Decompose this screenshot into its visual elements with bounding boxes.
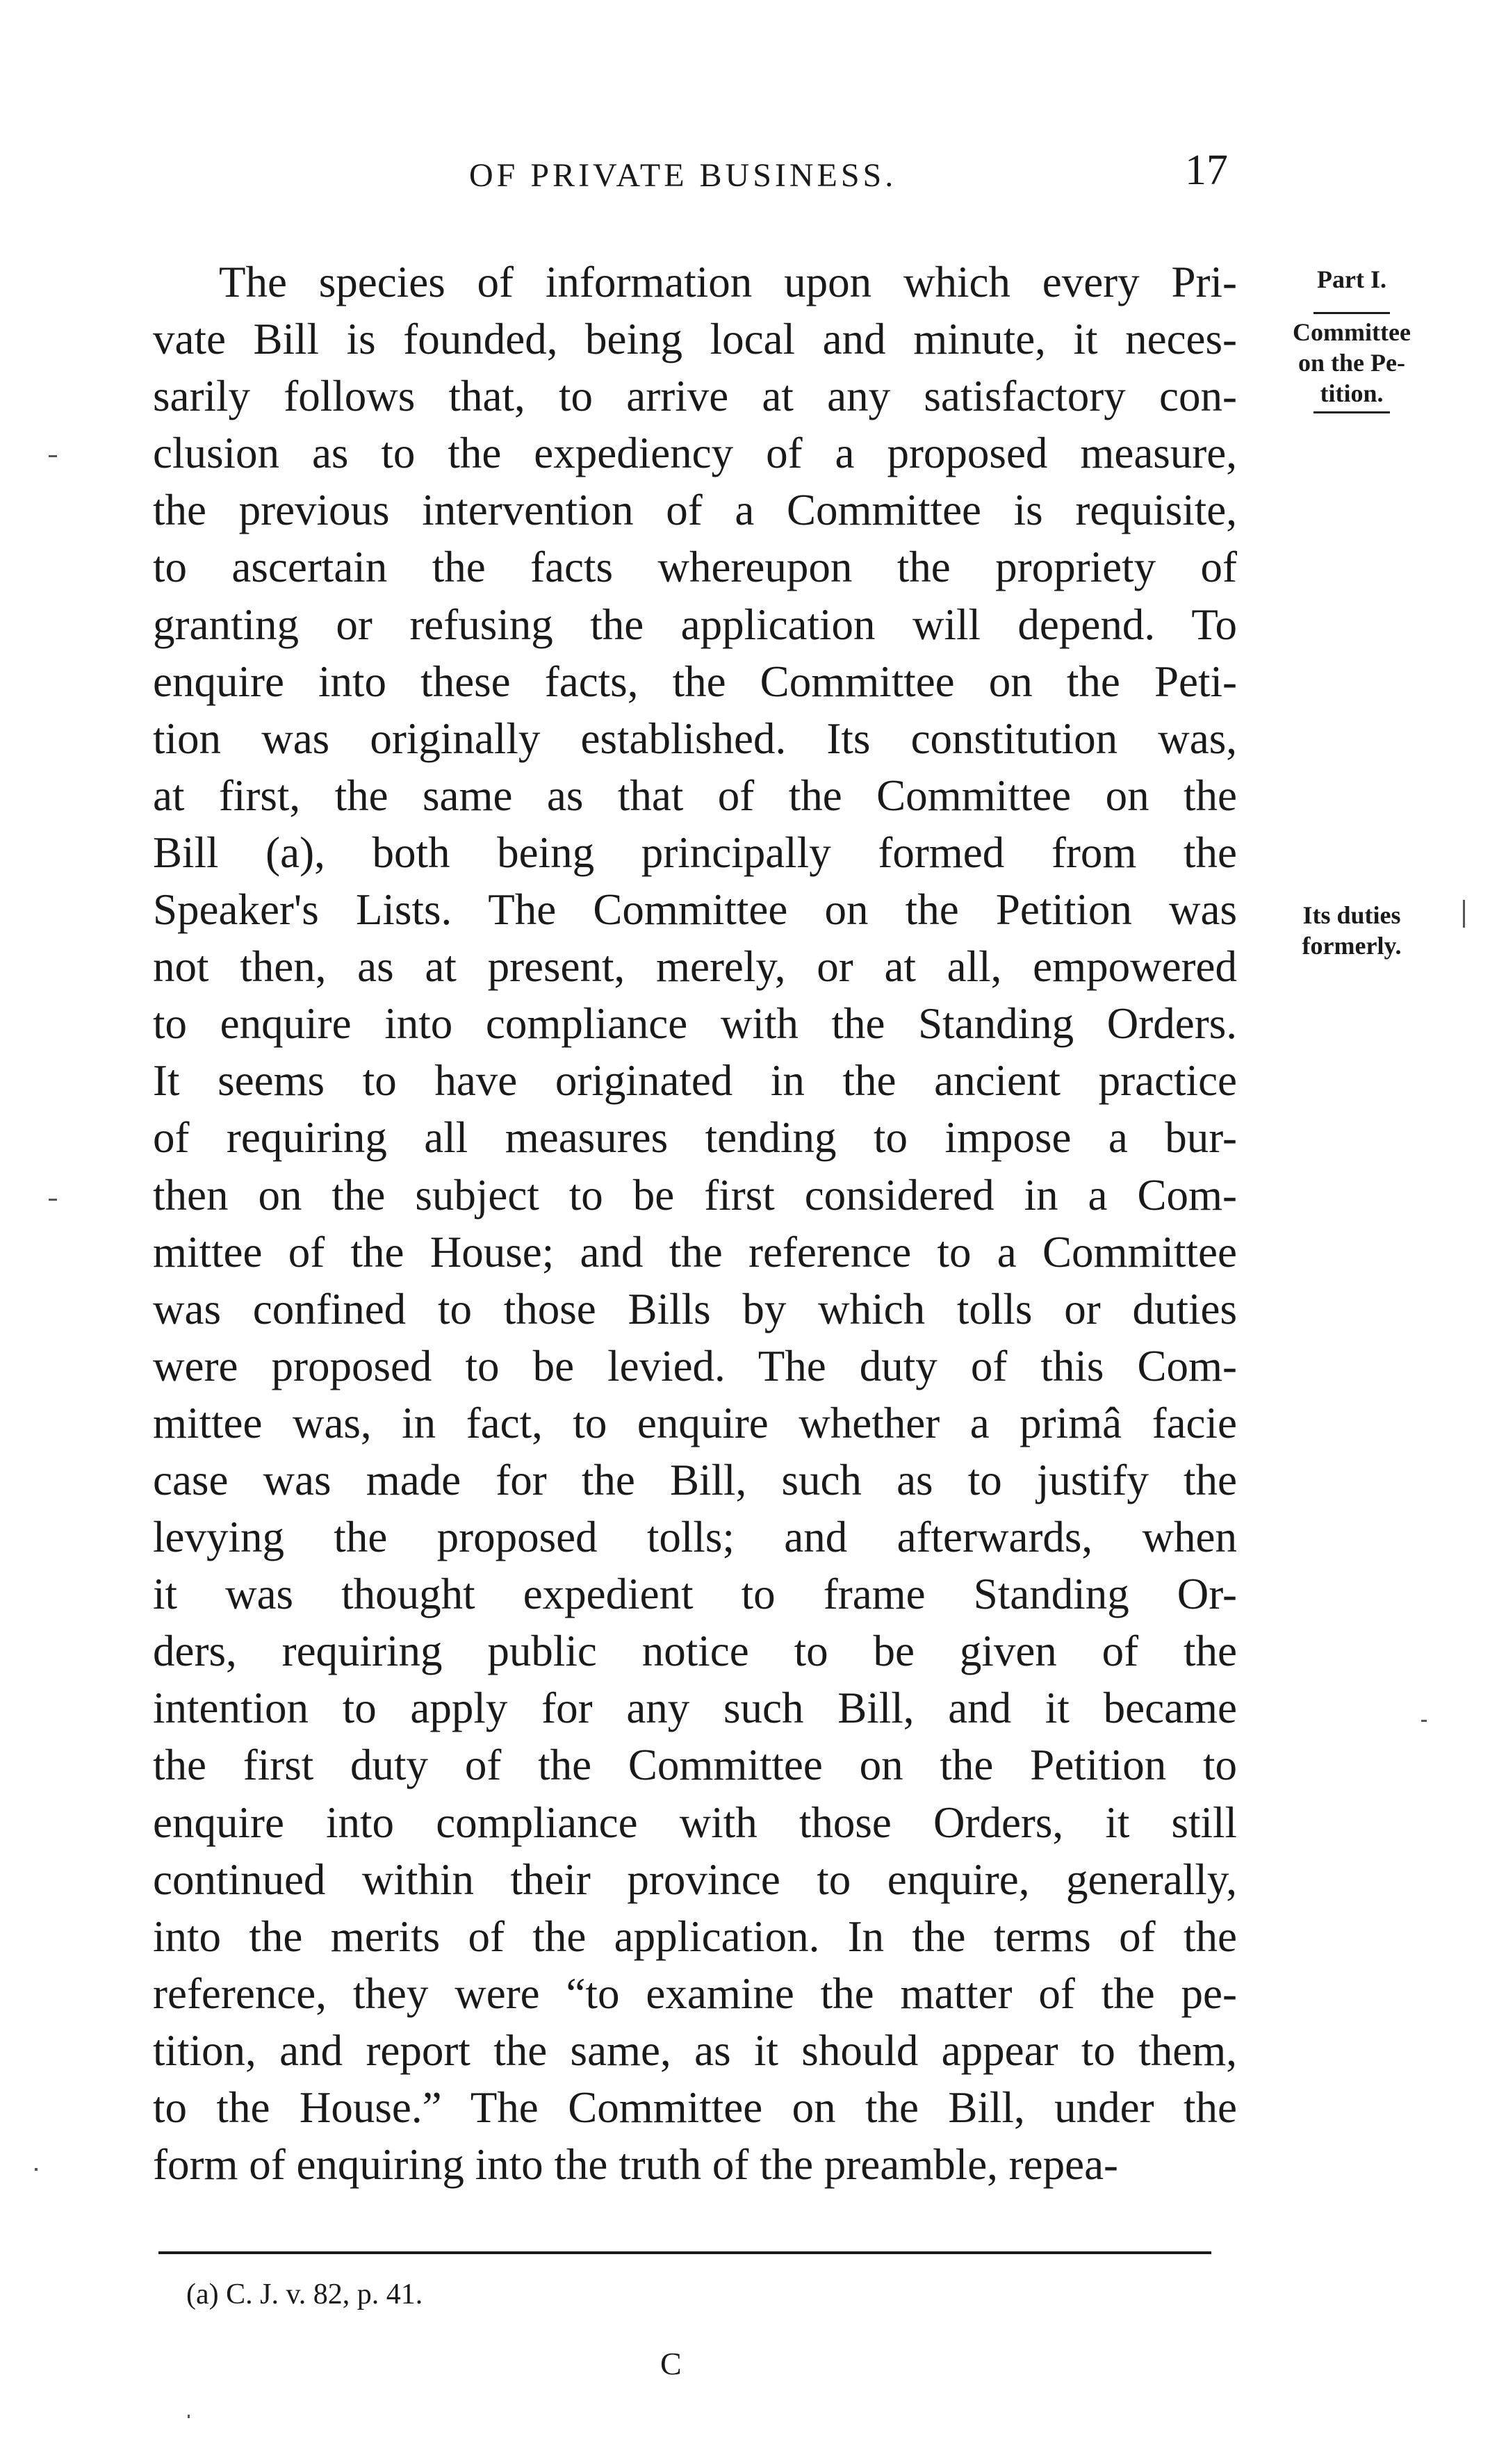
page-number: 17 bbox=[1185, 147, 1228, 194]
body-line: mittee of the House; and the reference to a Committee bbox=[153, 1227, 1237, 1276]
margin-note-duties bbox=[1265, 900, 1439, 961]
body-line: was confined to those Bills by which tolls or duties bbox=[153, 1284, 1237, 1333]
body-line: Bill (a), both being principally formed from the bbox=[153, 828, 1237, 877]
margin-note-line: tition. bbox=[1320, 379, 1384, 407]
margin-note-part-label: Part I. bbox=[1317, 265, 1386, 293]
body-line: It seems to have originated in the ancient practice bbox=[153, 1056, 1237, 1106]
body-line: the first duty of the Committee on the Petition to bbox=[153, 1741, 1237, 1790]
body-line: form of enquiring into the truth of the preamble, repea- bbox=[153, 2140, 1119, 2190]
body-line: sarily follows that, to arrive at any satisfactory con- bbox=[153, 372, 1237, 421]
body-line: enquire into compliance with those Orders, it still bbox=[153, 1798, 1237, 1847]
scan-speck bbox=[1421, 1720, 1427, 1722]
body-line: at first, the same as that of the Committee on the bbox=[153, 771, 1237, 820]
scan-speck bbox=[35, 2168, 38, 2171]
body-line: levying the proposed tolls; and afterwards, when bbox=[153, 1513, 1237, 1562]
body-line: Speaker's Lists. The Committee on the Petition was bbox=[153, 885, 1237, 935]
body-line: clusion as to the expediency of a proposed measure, bbox=[153, 429, 1237, 478]
body-line: granting or refusing the application will depend. To bbox=[153, 600, 1237, 649]
body-line: ders, requiring public notice to be given of the bbox=[153, 1627, 1237, 1676]
body-line: enquire into these facts, the Committee on the Peti- bbox=[153, 657, 1237, 706]
body-line: to the House.” The Committee on the Bill, under the bbox=[153, 2083, 1237, 2132]
signature-mark: C bbox=[660, 2346, 682, 2381]
body-line: the previous intervention of a Committee is requisite, bbox=[153, 486, 1237, 535]
margin-note-line: on the Pe- bbox=[1298, 349, 1405, 377]
margin-note-line: Committee bbox=[1293, 318, 1411, 346]
body-line: into the merits of the application. In the terms of the bbox=[153, 1912, 1237, 1961]
footnote: (a) C. J. v. 82, p. 41. bbox=[186, 2278, 423, 2310]
body-line: case was made for the Bill, such as to justify the bbox=[153, 1455, 1237, 1504]
body-line: intention to apply for any such Bill, and it became bbox=[153, 1684, 1237, 1733]
margin-note-line: formerly. bbox=[1302, 932, 1402, 960]
body-line: tion was originally established. Its constitution was, bbox=[153, 714, 1237, 763]
body-line: continued within their province to enquire, generally, bbox=[153, 1855, 1237, 1904]
margin-note-committee bbox=[1265, 309, 1439, 416]
scan-speck bbox=[188, 2415, 190, 2418]
margin-note-line: Its duties bbox=[1302, 901, 1401, 929]
body-line: then on the subject to be first considered in a Com- bbox=[153, 1170, 1237, 1219]
body-line: of requiring all measures tending to impose a bur- bbox=[153, 1113, 1237, 1163]
margin-note-part bbox=[1265, 264, 1439, 295]
scan-speck bbox=[1463, 900, 1465, 928]
margin-rule bbox=[1313, 411, 1390, 413]
body-line: to enquire into compliance with the Standing Orders. bbox=[153, 999, 1237, 1049]
body-line: were proposed to be levied. The duty of this Com- bbox=[153, 1341, 1237, 1390]
body-line: reference, they were “to examine the matter of the pe- bbox=[153, 1969, 1237, 2018]
margin-rule bbox=[1313, 312, 1390, 314]
scan-speck bbox=[49, 455, 57, 457]
running-head: OF PRIVATE BUSINESS. bbox=[469, 157, 897, 194]
footnote-rule bbox=[158, 2251, 1211, 2254]
body-line: not then, as at present, merely, or at all, empowered bbox=[153, 942, 1237, 992]
body-line: mittee was, in fact, to enquire whether a primâ facie bbox=[153, 1398, 1237, 1447]
body-line: it was thought expedient to frame Standing Or- bbox=[153, 1570, 1237, 1619]
body-text bbox=[153, 254, 1237, 2193]
body-line: The species of information upon which every Pri- bbox=[219, 258, 1237, 306]
body-line: vate Bill is founded, being local and minute, it neces- bbox=[153, 315, 1237, 364]
scan-speck bbox=[49, 1199, 57, 1201]
body-line: to ascertain the facts whereupon the propriety of bbox=[153, 543, 1237, 592]
body-line: tition, and report the same, as it should appear to them, bbox=[153, 2026, 1237, 2075]
